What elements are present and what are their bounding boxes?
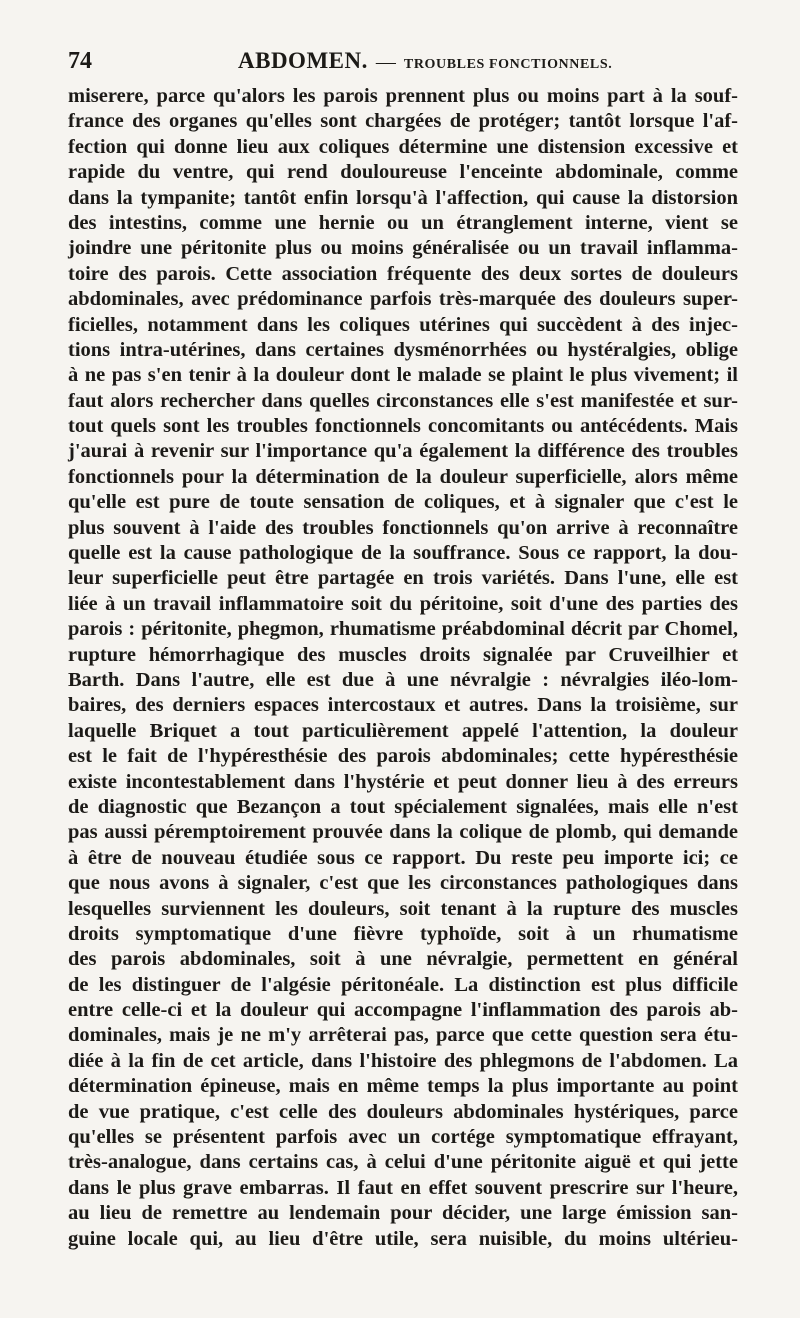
text-line: qu'elle est pure de toute sensation de coliques, et à signaler que c'est le xyxy=(68,491,738,514)
text-line: parois : péritonite, phegmon, rhumatisme préabdominal décrit par Chomel, xyxy=(68,618,738,641)
text-line: existe incontestablement dans l'hystérie et peut donner lieu à des erreurs xyxy=(68,770,738,793)
text-line: de vue pratique, c'est celle des douleurs abdominales hystériques, parce xyxy=(68,1100,738,1123)
text-line: ficielles, notamment dans les coliques utérines qui succèdent à des injec- xyxy=(68,313,738,336)
text-line: laquelle Briquet a tout particulièrement appelé l'attention, la douleur xyxy=(68,719,738,742)
text-line: france des organes qu'elles sont chargées de protéger; tantôt lorsque l'af- xyxy=(68,110,738,133)
text-line: fection qui donne lieu aux coliques détermine une distension excessive et xyxy=(68,135,738,158)
text-line: guine locale qui, au lieu d'être utile, sera nuisible, du moins ultérieu- xyxy=(68,1227,738,1250)
text-line: pas aussi péremptoirement prouvée dans la colique de plomb, qui demande xyxy=(68,821,738,844)
text-line: dominales, mais je ne m'y arrêterai pas, parce que cette question sera étu- xyxy=(68,1024,738,1047)
text-line: j'aurai à revenir sur l'importance qu'a également la différence des troubles xyxy=(68,440,738,463)
text-line: diée à la fin de cet article, dans l'histoire des phlegmons de l'abdomen. La xyxy=(68,1049,738,1072)
text-line: rapide du ventre, qui rend douloureuse l'enceinte abdominale, comme xyxy=(68,161,738,184)
text-line: tout quels sont les troubles fonctionnels concomitants ou antécédents. Mais xyxy=(68,415,738,438)
text-line: des intestins, comme une hernie ou un étranglement interne, vient se xyxy=(68,211,738,234)
text-line: quelle est la cause pathologique de la souffrance. Sous ce rapport, la dou- xyxy=(68,542,738,565)
running-head-subtitle: TROUBLES FONCTIONNELS. xyxy=(403,57,613,72)
text-line: lesquelles surviennent les douleurs, soit tenant à la rupture des muscles xyxy=(68,897,738,920)
text-line: fonctionnels pour la détermination de la douleur superficielle, alors même xyxy=(68,465,738,488)
page-header xyxy=(68,46,738,76)
text-line: tions intra-utérines, dans certaines dysménorrhées ou hystéralgies, oblige xyxy=(68,338,738,361)
text-line: liée à un travail inflammatoire soit du péritoine, soit d'une des parties des xyxy=(68,592,738,615)
text-line: de diagnostic que Bezançon a tout spécialement signalées, mais elle n'est xyxy=(68,795,738,818)
text-line: dans le plus grave embarras. Il faut en effet souvent prescrire sur l'heure, xyxy=(68,1176,738,1199)
running-head xyxy=(238,48,612,74)
text-line: très-analogue, dans certains cas, à celui d'une péritonite aiguë et qui jette xyxy=(68,1151,738,1174)
text-line: toire des parois. Cette association fréquente des deux sortes de douleurs xyxy=(68,262,738,285)
text-line: détermination épineuse, mais en même temps la plus importante au point xyxy=(68,1075,738,1098)
text-line: dans la tympanite; tantôt enfin lorsqu'à l'affection, qui cause la distorsion xyxy=(68,186,738,209)
text-line: rupture hémorrhagique des muscles droits signalée par Cruveilhier et xyxy=(68,643,738,666)
text-line: de les distinguer de l'algésie péritonéale. La distinction est plus difficile xyxy=(68,973,738,996)
text-line: droits symptomatique d'une fièvre typhoïde, soit à un rhumatisme xyxy=(68,922,738,945)
text-line: leur superficielle peut être partagée en trois variétés. Dans l'une, elle est xyxy=(68,567,738,590)
text-line: à ne pas s'en tenir à la douleur dont le malade se plaint le plus vivement; il xyxy=(68,364,738,387)
text-line: faut alors rechercher dans quelles circonstances elle s'est manifestée et sur- xyxy=(68,389,738,412)
text-line: est le fait de l'hypéresthésie des parois abdominales; cette hypéresthésie xyxy=(68,745,738,768)
text-line: joindre une péritonite plus ou moins généralisée ou un travail inflamma- xyxy=(68,237,738,260)
text-line: des parois abdominales, soit à une névralgie, permettent en général xyxy=(68,948,738,971)
text-line: miserere, parce qu'alors les parois prennent plus ou moins part à la souf- xyxy=(68,85,738,107)
page-number: 74 xyxy=(68,48,92,74)
text-line: qu'elles se présentent parfois avec un cortége symptomatique effrayant, xyxy=(68,1126,738,1149)
text-line: plus souvent à l'aide des troubles fonctionnels qu'on arrive à reconnaître xyxy=(68,516,738,539)
text-line: que nous avons à signaler, c'est que les circonstances pathologiques dans xyxy=(68,872,738,895)
running-head-title: ABDOMEN. xyxy=(238,48,368,73)
text-line: entre celle-ci et la douleur qui accompagne l'inflammation des parois ab- xyxy=(68,999,738,1022)
text-line: abdominales, avec prédominance parfois très-marquée des douleurs super- xyxy=(68,288,738,311)
text-line: Barth. Dans l'autre, elle est due à une névralgie : névralgies iléo-lom- xyxy=(68,668,738,691)
text-line: baires, des derniers espaces intercostaux et autres. Dans la troisième, sur xyxy=(68,694,738,717)
text-line: au lieu de remettre au lendemain pour décider, une large émission san- xyxy=(68,1202,738,1225)
body-text xyxy=(68,84,738,1252)
text-line: à être de nouveau étudiée sous ce rapport. Du reste peu importe ici; ce xyxy=(68,846,738,869)
running-head-dash: — xyxy=(375,51,396,73)
